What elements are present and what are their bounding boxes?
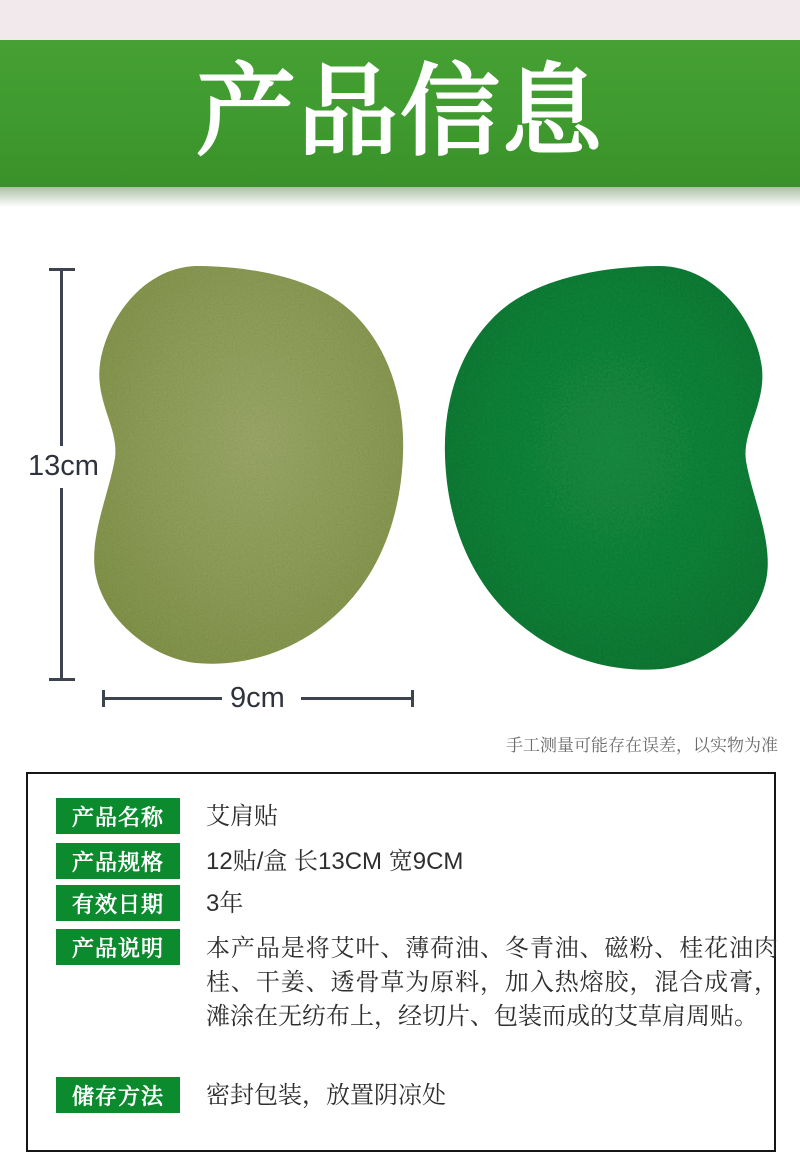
width-dim-cap-right — [411, 690, 414, 707]
width-dim-line-left — [103, 697, 222, 700]
height-dim-line-upper — [60, 268, 63, 446]
table-label-storage-method: 储存方法 — [56, 1077, 180, 1113]
table-label-product-spec: 产品规格 — [56, 843, 180, 879]
top-strip — [0, 0, 800, 40]
banner-shadow — [0, 187, 800, 207]
height-dim-cap-bottom — [49, 678, 75, 681]
table-value-product-spec: 12贴/盒 长13CM 宽9CM — [206, 848, 464, 875]
measurement-disclaimer: 手工测量可能存在误差，以实物为准 — [506, 736, 778, 755]
patch-back-image — [444, 266, 770, 672]
product-info-table — [26, 772, 776, 1152]
page-title: 产品信息 — [196, 55, 604, 168]
table-label-product-name: 产品名称 — [56, 798, 180, 834]
patch-front-image — [92, 266, 404, 666]
width-dim-line-right — [301, 697, 413, 700]
table-value-storage-method: 密封包装，放置阴凉处 — [206, 1082, 446, 1109]
table-label-expiry-date: 有效日期 — [56, 885, 180, 921]
table-value-expiry-date: 3年 — [206, 890, 244, 917]
table-value-product-description: 本产品是将艾叶、薄荷油、冬青油、磁粉、桂花油肉桂、干姜、透骨草为原料，加入热熔胶，混合成膏，滩涂在无纺布上，经切片、包装而成的艾草肩周贴。 — [206, 935, 778, 1030]
table-value-product-name: 艾肩贴 — [206, 803, 278, 830]
width-dim-label: 9cm — [230, 682, 285, 714]
height-dim-line-lower — [60, 488, 63, 678]
banner — [0, 40, 800, 187]
table-label-product-description: 产品说明 — [56, 929, 180, 965]
height-dim-label: 13cm — [28, 450, 99, 482]
